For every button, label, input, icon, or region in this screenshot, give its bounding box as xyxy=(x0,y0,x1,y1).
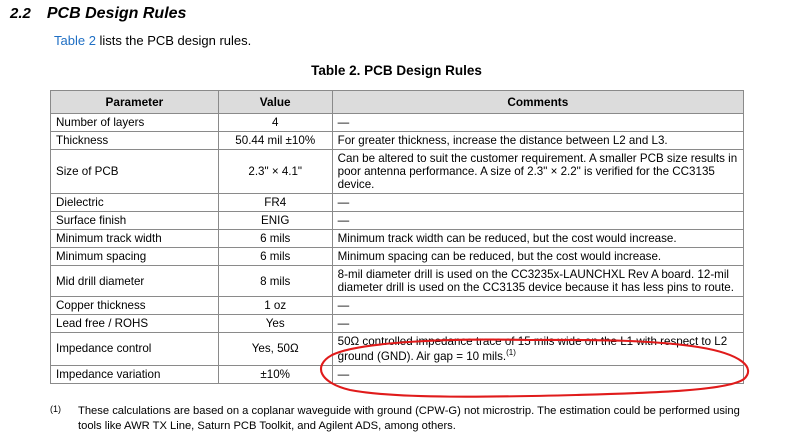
cell-comments: For greater thickness, increase the distance between L2 and L3. xyxy=(332,132,743,150)
cell-comments xyxy=(332,333,743,366)
table-row xyxy=(51,248,744,266)
cell-parameter: Copper thickness xyxy=(51,297,219,315)
cell-comments: Minimum spacing can be reduced, but the cost would increase. xyxy=(332,248,743,266)
cell-parameter: Dielectric xyxy=(51,194,219,212)
cell-value: 6 mils xyxy=(218,248,332,266)
cell-parameter: Impedance control xyxy=(51,333,219,366)
cell-comments: 8-mil diameter drill is used on the CC3235x-LAUNCHXL Rev A board. 12-mil diameter drill is used on the CC3135 device because it has less pins to route. xyxy=(332,266,743,297)
table-row xyxy=(51,212,744,230)
cell-parameter: Size of PCB xyxy=(51,150,219,194)
cell-value: 50.44 mil ±10% xyxy=(218,132,332,150)
cell-parameter: Thickness xyxy=(51,132,219,150)
table-row xyxy=(51,297,744,315)
table-row xyxy=(51,365,744,383)
section-number: 2.2 xyxy=(10,5,31,22)
table-row-impedance-control xyxy=(51,333,744,366)
intro-paragraph xyxy=(54,33,251,48)
table-row xyxy=(51,150,744,194)
section-title: PCB Design Rules xyxy=(46,5,187,22)
pcb-design-rules-table xyxy=(50,90,744,384)
table-row xyxy=(51,114,744,132)
cell-parameter: Surface finish xyxy=(51,212,219,230)
cell-value: 8 mils xyxy=(218,266,332,297)
footnote-text: These calculations are based on a coplanar waveguide with ground (CPW-G) not microstrip. The estimation could be performed using tools like AWR TX Line, Saturn PCB Toolkit, and Agilent ADS, among others. xyxy=(78,405,740,432)
cell-value: 2.3" × 4.1" xyxy=(218,150,332,194)
table-row xyxy=(51,315,744,333)
cell-value: FR4 xyxy=(218,194,332,212)
cell-comments: — xyxy=(332,212,743,230)
cell-parameter: Number of layers xyxy=(51,114,219,132)
cell-value: Yes, 50Ω xyxy=(218,333,332,366)
cell-value: Yes xyxy=(218,315,332,333)
cell-value: 1 oz xyxy=(218,297,332,315)
cell-comments-text: 50Ω controlled impedance trace of 15 mils wide on the L1 with respect to L2 ground (GND). Air gap = 10 mils. xyxy=(337,335,728,363)
intro-rest: lists the PCB design rules. xyxy=(95,33,252,48)
cell-comments: — xyxy=(332,194,743,212)
cell-comments: — xyxy=(332,365,743,383)
cell-value: 6 mils xyxy=(218,230,332,248)
cell-parameter: Lead free / ROHS xyxy=(51,315,219,333)
cell-comments: Can be altered to suit the customer requirement. A smaller PCB size results in poor antenna performance. A size of 2.3" × 2.2" is verified for the CC3135 device. xyxy=(332,150,743,194)
column-header-comments: Comments xyxy=(332,91,743,114)
table-header-row xyxy=(51,91,744,114)
footnote-marker: (1) xyxy=(50,404,61,414)
section-heading xyxy=(10,5,186,23)
footnote xyxy=(50,404,750,434)
table-2-link[interactable]: Table 2 xyxy=(54,33,96,48)
cell-value: 4 xyxy=(218,114,332,132)
cell-value: ±10% xyxy=(218,365,332,383)
table-row xyxy=(51,230,744,248)
column-header-value: Value xyxy=(218,91,332,114)
footnote-reference: (1) xyxy=(506,348,516,357)
cell-comments: — xyxy=(332,297,743,315)
table-caption: Table 2. PCB Design Rules xyxy=(311,63,482,78)
cell-parameter: Minimum spacing xyxy=(51,248,219,266)
table-row xyxy=(51,132,744,150)
cell-value: ENIG xyxy=(218,212,332,230)
cell-comments: — xyxy=(332,114,743,132)
cell-comments: Minimum track width can be reduced, but the cost would increase. xyxy=(332,230,743,248)
column-header-parameter: Parameter xyxy=(51,91,219,114)
cell-parameter: Impedance variation xyxy=(51,365,219,383)
cell-comments: — xyxy=(332,315,743,333)
cell-parameter: Mid drill diameter xyxy=(51,266,219,297)
table-row xyxy=(51,194,744,212)
cell-parameter: Minimum track width xyxy=(51,230,219,248)
table-row xyxy=(51,266,744,297)
